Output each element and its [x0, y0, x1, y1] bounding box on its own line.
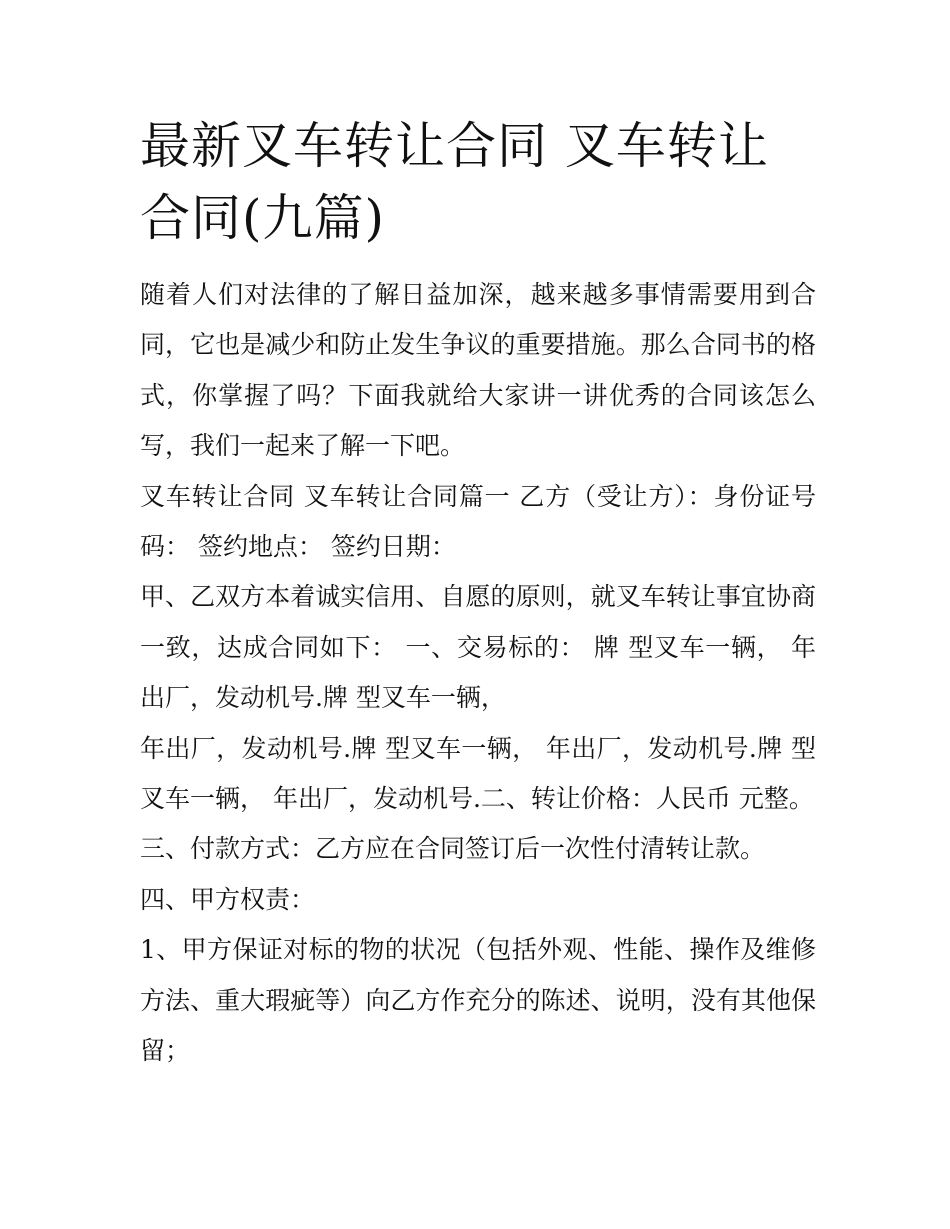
document-body: [140, 110, 816, 1077]
party-a-duties-heading: 四、甲方权责：: [140, 884, 316, 914]
clause-paragraph: 1、甲方保证对标的物的状况（包括外观、性能、操作及维修方法、重大瑕疵等）向乙方作充分的陈述、说明，没有其他保留；: [140, 935, 816, 1066]
document-title: 最新叉车转让合同 叉车转让合同(九篇): [140, 117, 769, 247]
intro-paragraph: 随着人们对法律的了解日益加深，越来越多事情需要用到合同，它也是减少和防止发生争议的重要措施。那么合同书的格式，你掌握了吗？下面我就给大家讲一讲优秀的合同该怎么写，我们一起来了解一下吧。: [140, 280, 816, 461]
contract-header-paragraph: 叉车转让合同 叉车转让合同篇一 乙方（受让方）：身份证号码： 签约地点： 签约日期：: [140, 481, 816, 562]
payment-paragraph: 三、付款方式：乙方应在合同签订后一次性付清转让款。: [140, 834, 766, 864]
agreement-paragraph: 甲、乙双方本着诚实信用、自愿的原则，就叉车转让事宜协商一致，达成合同如下： 一、交易标的： 牌 型叉车一辆， 年出厂，发动机号.牌 型叉车一辆，: [140, 582, 816, 713]
price-paragraph: 年出厂，发动机号.牌 型叉车一辆， 年出厂，发动机号.牌 型叉车一辆， 年出厂，发动机号.二、转让价格：人民币 元整。: [140, 733, 816, 814]
